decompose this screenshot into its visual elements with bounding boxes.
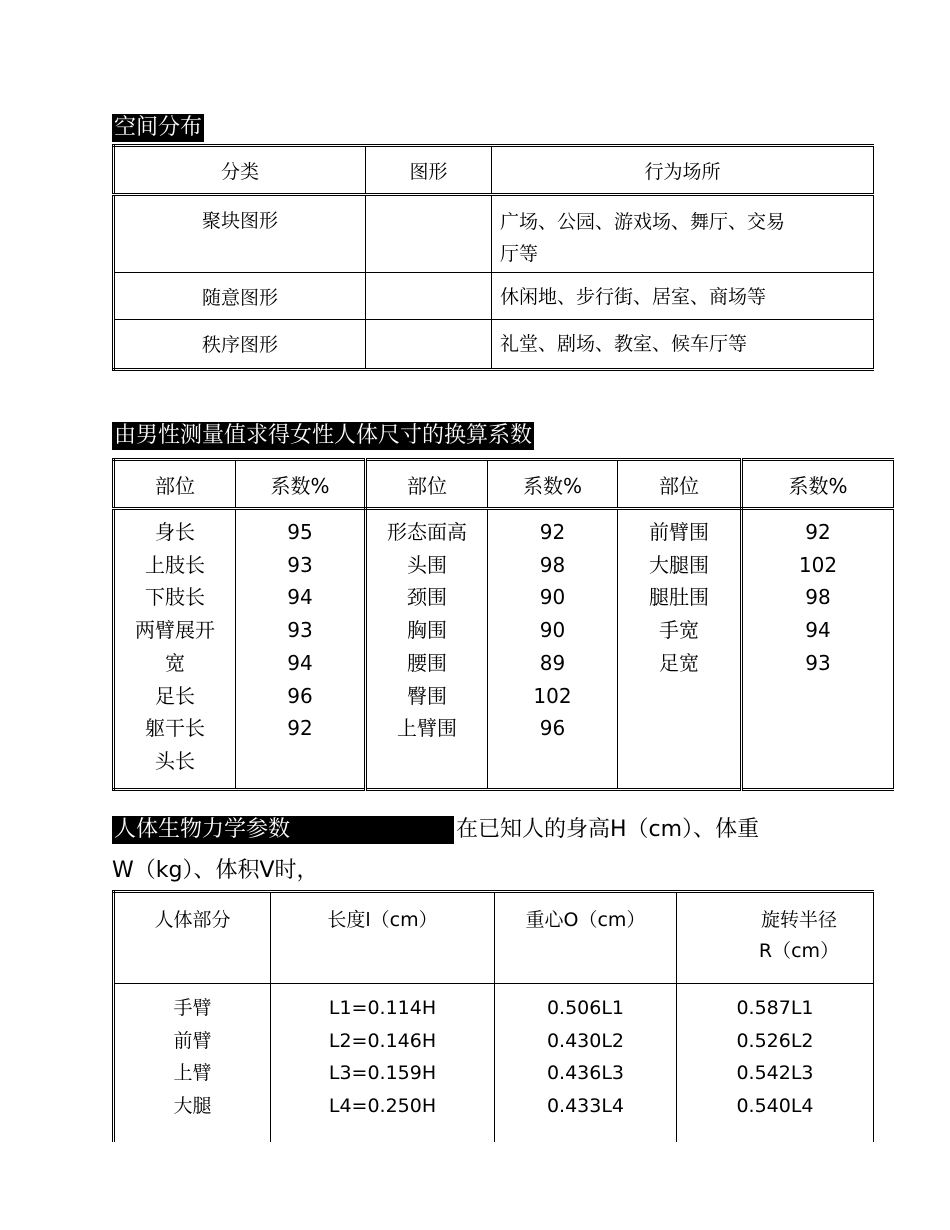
list-item: 下肢长 [145, 585, 205, 610]
table-row [114, 984, 874, 1143]
category-cell: 秩序图形 [114, 320, 366, 370]
places-line: 厅等 [500, 243, 539, 265]
part-column [618, 509, 742, 790]
list-item: 93 [287, 618, 313, 643]
list-item: 身长 [155, 520, 195, 544]
header-body-part [114, 892, 271, 984]
list-item: 98 [539, 552, 566, 577]
list-item: 0.506L1 [546, 997, 625, 1019]
header-part: 部位 [618, 460, 742, 509]
biomechanics-parameter-table [112, 890, 874, 1142]
table-header-row [114, 892, 874, 984]
conversion-coefficient-table [112, 458, 894, 791]
table-header-row [114, 146, 874, 195]
header-coefficient: 系数% [236, 460, 366, 509]
shape-cell [366, 320, 492, 370]
section-title-conversion-coefficients: 由男性测量值求得女性人体尺寸的换算系数 [114, 423, 533, 448]
header-category: 分类 [114, 146, 366, 195]
list-item: 前臂围 [649, 520, 709, 544]
header-radius-of-gyration [677, 892, 874, 984]
places-line: 礼堂、剧场、教室、候车厅等 [500, 333, 748, 355]
list-item: 足长 [155, 683, 195, 708]
list-item: 0.433L4 [546, 1094, 625, 1117]
table-row [114, 273, 874, 320]
list-item: 上臂 [173, 1062, 212, 1084]
spatial-distribution-table [112, 144, 874, 371]
list-item: 大腿 [173, 1094, 212, 1117]
list-item: 89 [539, 650, 566, 675]
list-item: L1=0.114H [328, 997, 437, 1019]
intro-text-line-1: 在已知人的身高H（cm）、体重 [456, 817, 760, 842]
header-coefficient: 系数% [488, 460, 618, 509]
list-item: 0.540L4 [736, 1094, 814, 1117]
list-item: 腿肚围 [649, 585, 709, 610]
list-item: 90 [539, 585, 566, 610]
list-item: 0.430L2 [546, 1029, 625, 1052]
biomechanics-table-wrapper [112, 890, 838, 1118]
list-item: 形态面高 [387, 520, 467, 544]
list-item: 94 [287, 650, 313, 675]
list-item: 0.436L3 [546, 1062, 625, 1084]
part-column [114, 509, 236, 790]
header-places: 行为场所 [492, 146, 874, 195]
list-item: 手臂 [173, 997, 212, 1019]
header-part: 部位 [114, 460, 236, 509]
header-part: 部位 [366, 460, 488, 509]
list-item: 92 [805, 520, 831, 544]
list-item: 腰围 [407, 650, 447, 675]
list-item: 92 [287, 716, 313, 741]
shape-cell [366, 273, 492, 320]
list-item: 94 [805, 618, 831, 643]
places-cell [492, 320, 874, 370]
list-item: 胸围 [407, 618, 447, 643]
header-text: 旋转半径 [760, 909, 837, 931]
table-row [114, 509, 894, 790]
list-item: 躯干长 [145, 716, 205, 741]
list-item: L4=0.250H [328, 1094, 437, 1117]
category-cell: 聚块图形 [114, 195, 366, 273]
list-item: 颈围 [407, 585, 447, 610]
list-item: 大腿围 [649, 552, 709, 577]
coefficient-column [742, 509, 894, 790]
radius-of-gyration-column [677, 984, 874, 1143]
table-row [114, 195, 874, 273]
coefficient-column [236, 509, 366, 790]
header-text: R（cm） [758, 940, 840, 962]
header-text: 长度l（cm） [327, 909, 438, 931]
header-center-of-gravity [495, 892, 677, 984]
list-item: 头长 [155, 748, 195, 773]
list-item: L2=0.146H [328, 1029, 437, 1052]
list-item: 足宽 [659, 650, 699, 675]
list-item: 90 [539, 618, 566, 643]
list-item: 102 [798, 552, 838, 577]
header-shape: 图形 [366, 146, 492, 195]
list-item: 头围 [407, 552, 447, 577]
places-cell [492, 195, 874, 273]
table-header-row [114, 460, 894, 509]
list-item: 96 [539, 716, 566, 741]
header-coefficient: 系数% [742, 460, 894, 509]
places-line: 广场、公园、游戏场、舞厅、交易 [500, 211, 786, 233]
shape-cell [366, 195, 492, 273]
body-part-column [114, 984, 271, 1143]
category-cell: 随意图形 [114, 273, 366, 320]
header-text: 重心O（cm） [525, 909, 646, 931]
section-title-biomechanics: 人体生物力学参数 [112, 816, 454, 844]
intro-text-line-2: W（kg）、体积V时， [112, 858, 319, 883]
spatial-distribution-table-wrapper [112, 144, 838, 366]
list-item: 0.587L1 [736, 997, 814, 1019]
list-item: 93 [805, 650, 831, 675]
list-item: 0.542L3 [736, 1062, 814, 1084]
list-item: 102 [533, 683, 572, 708]
conversion-table-wrapper [112, 458, 848, 784]
list-item: 上肢长 [145, 552, 205, 577]
section-title-spatial-distribution: 空间分布 [114, 115, 203, 140]
header-text: 人体部分 [154, 909, 231, 931]
center-of-gravity-column [495, 984, 677, 1143]
list-item: 前臂 [173, 1029, 212, 1052]
list-item: 94 [287, 585, 313, 610]
list-item: 95 [287, 520, 313, 544]
places-cell [492, 273, 874, 320]
coefficient-column [488, 509, 618, 790]
list-item: 上臂围 [397, 716, 457, 741]
places-line: 休闲地、步行街、居室、商场等 [500, 286, 767, 308]
list-item: 92 [539, 520, 566, 544]
list-item: 98 [805, 585, 831, 610]
part-column [366, 509, 488, 790]
list-item: 臀围 [407, 683, 447, 708]
header-length [271, 892, 495, 984]
length-column [271, 984, 495, 1143]
list-item: 宽 [165, 650, 185, 675]
list-item: 两臂展开 [135, 618, 215, 643]
list-item: L3=0.159H [328, 1062, 437, 1084]
list-item: 0.526L2 [736, 1029, 814, 1052]
list-item: 96 [287, 683, 313, 708]
list-item: 93 [287, 552, 313, 577]
table-row [114, 320, 874, 370]
list-item: 手宽 [659, 618, 699, 643]
